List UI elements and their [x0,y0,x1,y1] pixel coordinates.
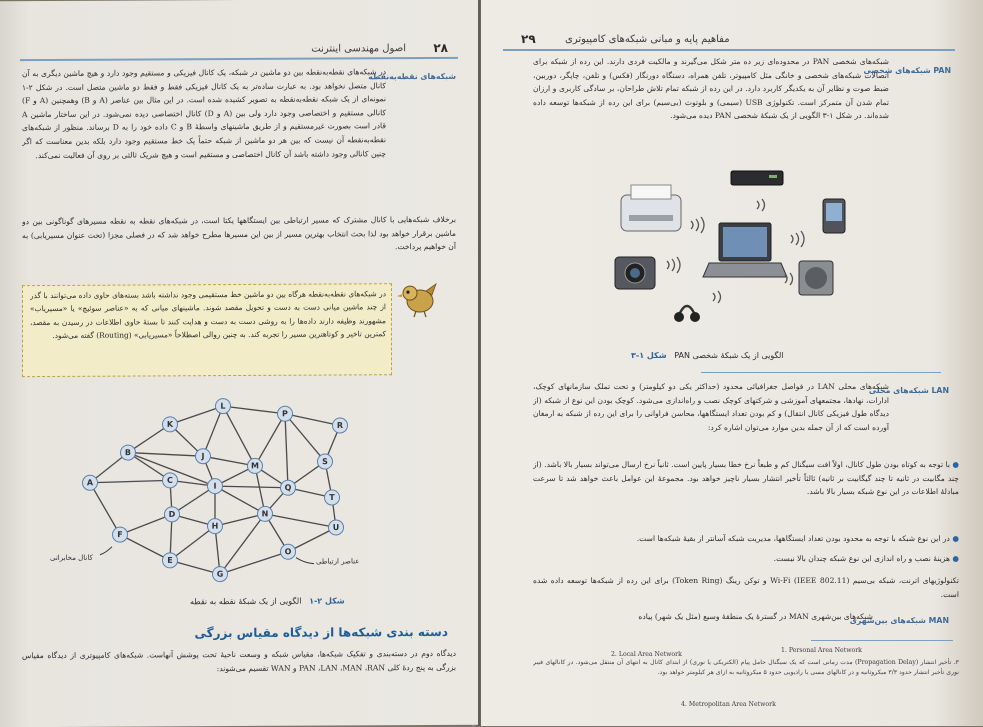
lan-text-2: تکنولوژیهای اترنت، شبکه بی‌سیم Wi-Fi (IEEE 802.11) و توکن رینگ (Token Ring) برای این رده از شبکه‌ها توسعه داده شده است. [533,576,959,599]
laptop-icon [703,223,787,277]
svg-text:M: M [251,461,259,471]
node-s [318,454,333,469]
footnote-2: 2. Local Area Network [611,651,682,658]
svg-text:U: U [332,522,340,533]
pan-heading: شبکه‌های شخصی PAN [863,66,951,75]
svg-text:J: J [201,451,205,461]
right-page [481,0,983,726]
node-q [281,480,296,495]
printer-icon [621,185,681,231]
node-p [278,406,293,421]
channel-label: کانال مخابراتی [50,553,93,562]
svg-text:N: N [261,509,269,519]
page-number: ۲۸ [433,40,448,55]
set-top-box-icon [731,171,783,185]
footnote-4: 4. Metropolitan Area Network [681,701,776,708]
left-page [0,0,478,727]
figure-caption-left [190,596,345,606]
svg-text:G: G [216,569,224,579]
svg-text:S: S [322,457,328,467]
svg-text:C: C [167,475,173,485]
svg-text:R: R [336,420,344,430]
svg-text:T: T [329,492,335,503]
element-label: عناصر ارتباطی [316,557,360,566]
bullet-1 [533,458,959,524]
node-e [163,553,178,568]
node-b [121,445,136,460]
page-number: ۲۹ [521,32,536,46]
figure-caption-text: الگویی از یک شبکهٔ شخصی PAN [674,351,784,360]
headphones-icon [674,306,700,322]
node-u [329,520,344,535]
node-g [213,567,228,582]
node-c [163,473,178,488]
svg-text:B: B [124,448,132,458]
node-i [208,479,223,494]
man-heading: شبکه‌های بین‌شهری MAN [849,616,949,625]
pan-text: شبکه‌های شخصی PAN در محدوده‌ای زیر ده متر شکل می‌گیرند و مالکیت فردی دارند. این رده از شبکه برای اتصالات شبکه‌های شخصی و خانگی مثل کامپیوتر، تلفن همراه، دستگاه دورنگار (فکس) و تلفن، چاپگر، دوربین، ضبط صوت و نظایر آن به یکدیگر کاربرد دارد. در این رده از شبکه تمام تلاش طراحان، بر سادگی کاربری و ارزان تمام شدن آن متمرکز است. تکنولوژی USB (سیمی) و بلوتوث (بی‌سیم) برای این رده از شبکه‌ها توسعه داده شده‌اند. در شکل ۱-۳ الگویی از یک شبکهٔ شخصی PAN دیده می‌شود. [533,57,889,121]
svg-text:A: A [86,478,94,488]
footnote-1: 1. Personal Area Network [781,647,862,654]
running-title: مفاهیم پایه و مبانی شبکه‌های کامپیوتری [565,34,730,45]
node-k [163,417,178,432]
note-text: در شبکه‌های نقطه‌به‌نقطه هرگاه بین دو ماشین خط مستقیمی وجود نداشته باشد بسته‌های حاوی داده می‌توانند با گذر از چند ماشین میانی دست به دست و تحویل مقصد شوند. ماشینهای میانی که به «عناصر سوئیچ» یا «مسیریاب» مشهورند وظیفه دارند داده‌ها را به روشی دست به دست و هدایت کنند تا بستهٔ حاوی اطلاعات در رسیدن به مقصد، کمترین تاخیر و کوتاهترین مسیر را تجربه کند. به چنین روالی اصطلاحاً «مسیریابی» (Routing) گفته می‌شود. [30,289,386,341]
channel-pointer-arrow [100,547,112,555]
bullet-3-text: هزینهٔ نصب و راه اندازی این نوع شبکه چندان بالا نیست. [773,554,950,563]
node-h [208,519,223,534]
bullet-icon: ● [949,460,959,469]
svg-text:I: I [213,481,217,491]
bullet-2-text: در این نوع شبکه با توجه به محدود بودن تعداد ایستگاهها، مدیریت شبکه آسانتر از بقیهٔ شبکه‌ها است. [636,534,950,543]
node-t [325,490,340,505]
figure-caption-text: الگویی از یک شبکهٔ نقطه به نقطه [190,596,302,607]
bullet-icon: ● [949,554,959,563]
pda-icon [823,199,845,233]
lan-heading: شبکه‌های محلی LAN [868,386,949,395]
svg-text:D: D [168,509,176,519]
side-heading: شبکه‌های نقطه‌به‌نقطه [368,71,456,82]
speaker-icon [799,261,833,295]
header-rule [20,57,458,61]
svg-text:K: K [166,419,174,429]
section-text: دیدگاه دوم در دسته‌بندی و تفکیک شبکه‌ها، مقیاس شبکه و وسعت ناحیهٔ تحت پوشش آنهاست. شبکه‌های کامپیوتری از دیدگاه مقیاس بزرگی به پنج ردهٔ کلی PAN ،LAN ،MAN ،RAN و WAN تقسیم می‌شوند: [22,648,456,673]
figure-separator [701,372,941,373]
node-d [165,507,180,522]
lan-text: شبکه‌های محلی LAN در فواصل جغرافیائی محدود (حداکثر یکی دو کیلومتر) و تحت تملک سازمانهای کوچک، ادارات، نهادها، مجتمعهای آموزشی و شرکتهای کوچک نصب و راه‌اندازی می‌شود. کوچک بودن این نوع از شبکه (از دیدگاه طول فیزیکی کانال انتقال) و کم بودن تعداد ایستگاهها، محاسن فراوانی را برای این رده از شبکه به ارمغان آورده است که از آن جمله بدین موارد می‌توان اشاره کرد: [533,382,889,432]
paragraph-2: برخلاف شبکه‌هایی با کانال مشترک که مسیر ارتباطی بین ایستگاهها یکتا است، در شبکه‌های نقطه به نقطه مسیرهای گوناگونی بین دو ماشین برقرار خواهد بود لذا بحث انتخاب بهترین مسیر از بین این مسیرها مطرح خواهد شد که در فصلی مجزا (تحت عنوان مسیریابی) به آن خواهیم پرداخت. [22,214,456,252]
svg-text:L: L [220,401,226,411]
svg-text:E: E [167,555,173,565]
node-a [83,475,98,490]
camera-icon [615,257,655,289]
svg-text:H: H [211,521,219,531]
header-rule [503,49,955,51]
figure-number: شکل ۱-۳ [631,351,667,360]
figure-number: شکل ۲-۱ [309,596,345,606]
node-f [113,527,128,542]
node-m [248,458,263,473]
element-pointer-arrow [296,558,314,564]
node-o [281,544,296,559]
svg-text:F: F [117,530,123,540]
svg-text:O: O [284,547,292,557]
bullet-1-text: با توجه به کوتاه بودن طول کانال، اولاً افت سیگنال کم و طبعاً نرخ خطا بسیار پایین است. ثانیاً نرخ ارسال می‌تواند بسیار بالا باشد. (از چند مگابیت در ثانیه تا چند گیگابیت بر ثانیه) ثالثاً تأخیر انتشار بسیار ناچیز خواهد بود. مجموعهٔ این عوامل باعث خواهد شد تا سرعت مبادلهٔ اطلاعات در این نوع شبکه بسیار بالا باشد. [533,460,959,497]
footnote-3: ۳. تأخیر انتشار (Propagation Delay) مدت زمانی است که یک سیگنال حامل پیام (الکتریکی یا نوری) از ابتدای کانال به انتهای آن منتقل می‌شود. در کانالهای فیبر نوری تأخیر انتشار حدود ۳/۳ میکروثانیه و در کانالهای مسی یا رادیویی حدود ۵ میکروثانیه به ازای هر کیلومتر خواهد بود. [533,659,959,676]
node-l [216,399,231,414]
pan-illustration [601,165,871,335]
node-r [333,418,348,433]
svg-text:Q: Q [284,483,292,493]
footnote-separator [811,640,953,641]
svg-text:P: P [282,409,288,419]
paragraph-1: در شبکه‌های نقطه‌به‌نقطه بین دو ماشین در شبکه، یک کانال فیزیکی و مستقیم وجود دارد و هیچ ماشین دیگری به آن کانال متصل نخواهد بود. به عبارت ساده‌تر به یک کانال فیزیکی فقط و فقط دو ماشین متصل است. در شکل ۲-۱ نمونه‌ای از یک شبکه نقطه‌به‌نقطه به تصویر کشیده شده است. در این مثال بین عناصر (A و B) وهمچنین (A و F) کانالی مستقیم و اختصاصی وجود دارد ولی بین (A و D) کانال اختصاصی دیده نمی‌شود. در این ساختار ماشین A قادر است بصورت غیرمستقیم و از طریق ماشینهای واسطهٔ B و C داده خود را به D برساند. منظور از شبکه‌های نقطه‌به‌نقطه آن نیست که بین هر دو ماشین از شبکه حتماً یک خط مستقیم وجود دارد بلکه بدین معناست که اگر چنین کانالی وجود داشته باشد آن کانال اختصاصی و مستقیم است و هیچ شریک ثالثی بر روی آن فعالیت نمی‌کند. [22,67,386,160]
node-j [196,449,211,464]
bullet-3 [533,552,959,568]
section-title: دسته بندی شبکه‌ها از دیدگاه مقیاس بزرگی [194,624,448,641]
running-title: اصول مهندسی اینترنت [311,43,406,55]
bird-mascot-icon [396,279,440,319]
figure-caption-right [631,351,784,360]
bullet-icon: ● [949,534,959,543]
node-n [258,506,273,521]
bullet-2 [533,532,959,548]
man-text: شبکه‌های بین‌شهری MAN در گسترهٔ یک منطقهٔ وسیع (مثل یک شهر) پیاده [638,612,873,621]
